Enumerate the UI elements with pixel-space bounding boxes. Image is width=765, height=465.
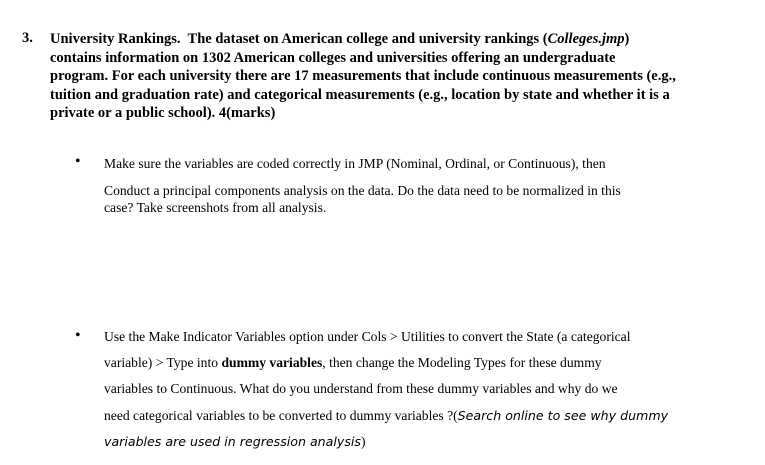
question-line-4: tuition and graduation rate) and categorical measurements (e.g., location by state and whether it is a <box>50 86 670 103</box>
question-line-3: program. For each university there are 17 measurements that include continuous measurements (e.g., <box>50 68 676 85</box>
bullet-marker-2: • <box>75 327 81 344</box>
bullet-2-line-2: variable) > Type into dummy variables, then change the Modeling Types for these dummy <box>104 355 602 371</box>
bullet-marker-1: • <box>75 153 81 170</box>
question-text <box>50 30 745 123</box>
bullet-1-line-2: Conduct a principal components analysis on the data. Do the data need to be normalized in this case? Take screenshots from all analysis. <box>104 183 621 215</box>
dataset-name: Colleges.jmp <box>547 31 625 47</box>
bullet-item-1 <box>104 154 621 216</box>
bullet-2-line-1: Use the Make Indicator Variables option under Cols > Utilities to convert the State (a categorical <box>104 329 631 344</box>
bullet-2-line-3: variables to Continuous. What do you understand from these dummy variables and why do we <box>104 381 618 397</box>
bullet-2-line-4: need categorical variables to be converted to dummy variables ?(Search online to see why dummy <box>104 407 669 423</box>
bullet-2-line-5: variables are used in regression analysis) <box>104 433 366 449</box>
question-line-1: University Rankings. The dataset on American college and university rankings (Colleges.jmp) <box>50 31 630 47</box>
question-line-5: private or a public school). 4(marks) <box>50 105 276 122</box>
question-number: 3. <box>22 30 33 46</box>
question-title: University Rankings. <box>50 31 181 47</box>
dummy-variables-term: dummy variables <box>221 355 323 371</box>
bullet-item-2 <box>104 324 668 455</box>
bullet-1-line-1: Make sure the variables are coded correctly in JMP (Nominal, Ordinal, or Continuous), then <box>104 156 606 171</box>
question-line-2: contains information on 1302 American colleges and universities offering an undergraduate <box>50 49 616 66</box>
